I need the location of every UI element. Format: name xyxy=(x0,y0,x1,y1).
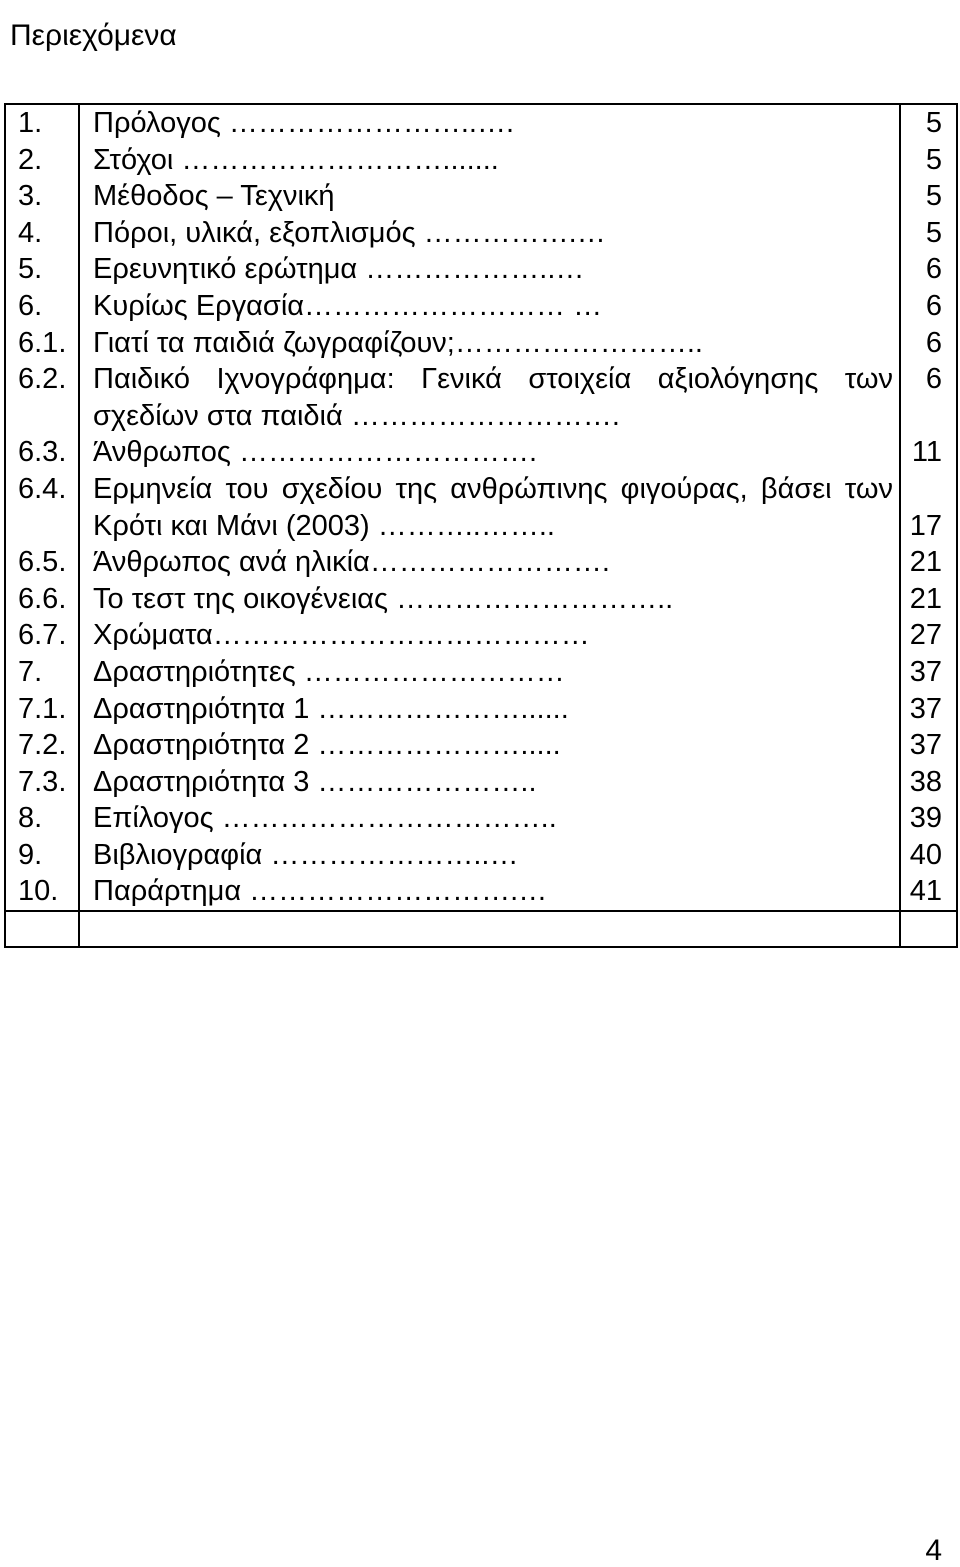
num-cell xyxy=(5,104,79,911)
section-title: Γιατί τα παιδιά ζωγραφίζουν;…………………….. xyxy=(93,326,703,359)
section-title: Άνθρωπος …………………………. xyxy=(93,436,538,469)
section-title: Χρώματα………………………………… xyxy=(93,619,590,652)
section-number: 4. xyxy=(18,216,43,249)
page-ref: 37 xyxy=(909,655,942,688)
empty-cell xyxy=(900,911,957,947)
section-title: Δραστηριότητα 3 ………………….. xyxy=(93,765,537,798)
section-number: 9. xyxy=(18,838,43,871)
page-ref: 21 xyxy=(909,546,942,579)
page-ref: 6 xyxy=(925,363,942,396)
section-title: Άνθρωπος ανά ηλικία……………………. xyxy=(93,546,610,579)
page-ref: 38 xyxy=(909,765,942,798)
section-number: 6.2. xyxy=(18,363,67,396)
section-title: Παράρτημα ……………………….… xyxy=(93,875,548,908)
section-number: 7.3. xyxy=(18,765,67,798)
section-title: Το τεστ της οικογένειας ……………………….. xyxy=(93,582,674,615)
section-number: 5. xyxy=(18,253,43,286)
page-ref: 5 xyxy=(925,216,942,249)
section-title: Στόχοι ………………………....... xyxy=(93,143,499,176)
page-ref: 6 xyxy=(925,326,942,359)
section-number: 7.2. xyxy=(18,729,67,762)
page-title: Περιεχόμενα xyxy=(10,19,177,53)
section-number: 6.4. xyxy=(18,472,67,505)
table-row-empty xyxy=(5,911,957,947)
section-number: 1. xyxy=(18,107,43,139)
page-ref: 6 xyxy=(925,253,942,286)
section-title: Κυρίως Εργασία……………………… … xyxy=(93,289,603,322)
section-number: 6.7. xyxy=(18,619,67,652)
section-number: 6.3. xyxy=(18,436,67,469)
section-number: 7.1. xyxy=(18,692,67,725)
section-title: Δραστηριότητες ……………………… xyxy=(93,655,565,688)
section-number: 6.1. xyxy=(18,326,67,359)
section-title: Δραστηριότητα 1 …………………...... xyxy=(93,692,569,725)
page-ref: 40 xyxy=(909,838,942,871)
section-title: Παιδικό Ιχνογράφημα: Γενικά στοιχεία αξιολόγησης των σχεδίων στα παιδιά ………………………. xyxy=(93,363,893,432)
section-number-spacer xyxy=(6,398,78,435)
section-number: 7. xyxy=(18,655,43,688)
section-number-spacer xyxy=(6,508,78,545)
section-title: Δραστηριότητα 2 …………………..... xyxy=(93,729,561,762)
section-title: Μέθοδος – Τεχνική xyxy=(93,180,335,213)
page-ref: 37 xyxy=(909,729,942,762)
section-number: 2. xyxy=(18,143,43,176)
section-title: Ερμηνεία του σχεδίου της ανθρώπινης φιγούρας, βάσει των Κρότι και Μάνι (2003) ………..…….. xyxy=(93,472,893,542)
section-number: 6. xyxy=(18,289,43,322)
section-number: 8. xyxy=(18,802,43,835)
table-of-contents xyxy=(4,103,958,948)
page-ref: 6 xyxy=(925,289,942,322)
section-number: 10. xyxy=(18,875,59,908)
page-ref: 27 xyxy=(909,619,942,652)
page-ref: 5 xyxy=(925,143,942,176)
page-number: 4 xyxy=(925,1534,942,1567)
section-title: Ερευνητικό ερώτημα ………………..… xyxy=(93,253,585,286)
empty-cell xyxy=(5,911,79,947)
section-number: 6.5. xyxy=(18,546,67,579)
section-title: Πόροι, υλικά, εξοπλισμός …………….… xyxy=(93,216,606,249)
page-ref: 5 xyxy=(925,180,942,213)
empty-cell xyxy=(79,911,900,947)
section-number: 3. xyxy=(18,180,43,213)
page-cell xyxy=(900,104,957,911)
section-title: Βιβλιογραφία …………………..… xyxy=(93,838,519,871)
section-title: Πρόλογος ……………………..…. xyxy=(93,107,515,139)
page-ref-spacer xyxy=(901,398,956,435)
page-ref: 21 xyxy=(909,582,942,615)
page-ref: 37 xyxy=(909,692,942,725)
section-number: 6.6. xyxy=(18,582,67,615)
table-row xyxy=(5,104,957,911)
page-ref: 11 xyxy=(911,436,942,469)
page-ref: 5 xyxy=(925,107,942,139)
section-title: Επίλογος …………………………….. xyxy=(93,802,557,835)
page-ref: 39 xyxy=(909,802,942,835)
title-cell xyxy=(79,104,900,911)
page-ref-spacer xyxy=(901,471,956,508)
page-ref: 41 xyxy=(909,875,942,908)
page-ref: 17 xyxy=(909,509,942,542)
